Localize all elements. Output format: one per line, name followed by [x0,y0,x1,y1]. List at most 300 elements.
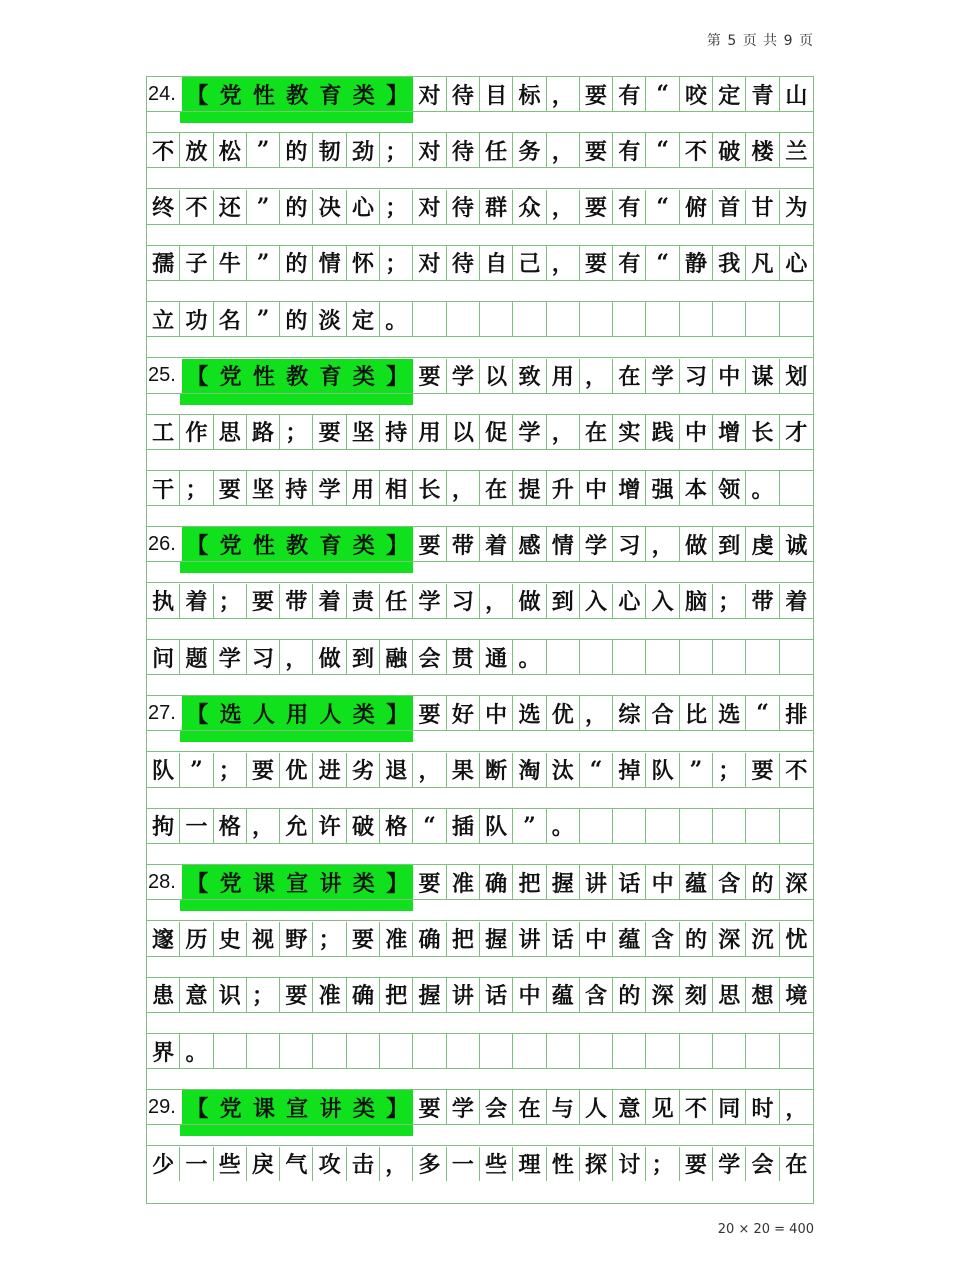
grid-cell: 视 [247,922,280,956]
grid-cell: 目 [480,77,513,111]
grid-cell: 牛 [214,246,247,280]
grid-row [147,359,813,393]
grid-cell: 升 [547,471,580,505]
grid-cell: 用 [413,415,446,449]
grid-cell: 自 [480,246,513,280]
grid-cell: 许 [314,809,347,843]
grid-cell: 掉 [613,753,646,787]
grid-cell: 队 [480,809,513,843]
category-tag-char: 】 [386,1095,409,1122]
category-tag-char: 【 [186,364,209,390]
grid-cell: 中 [713,359,746,393]
category-tag-char: 党 [219,532,242,559]
grid-cell: 性 [547,1147,580,1181]
grid-cell: 贯 [447,640,480,674]
grid-cell: 握 [413,978,446,1012]
category-tag-char: 党 [219,1095,242,1122]
grid-cell: 我 [713,246,746,280]
grid-cell: 不 [147,133,180,167]
grid-cell: 路 [247,415,280,449]
grid-cell: 待 [447,190,480,224]
grid-cell [780,640,813,674]
grid-cell: 责 [347,584,380,618]
grid-row [147,471,813,505]
grid-cell: 些 [480,1147,513,1181]
row-spacer [147,730,813,752]
grid-cell: 脑 [680,584,713,618]
grid-cell: 实 [613,415,646,449]
category-tag-char: 类 [352,82,375,109]
grid-cell: 功 [180,302,213,336]
grid-cell: ； [713,753,746,787]
grid-cell: 些 [214,1147,247,1181]
category-tag-char: 【 [186,82,209,109]
category-tag-char: 宣 [286,870,309,897]
grid-cell: 群 [480,190,513,224]
grid-cell: 深 [647,978,680,1012]
grid-cell: ； [380,246,413,280]
grid-cell: 学 [447,1090,480,1124]
grid-cell: 果 [447,753,480,787]
grid-cell: ” [180,753,213,787]
grid-cell: 践 [647,415,680,449]
grid-row [147,1090,813,1124]
category-tag-char: 性 [252,364,275,390]
grid-cell: 入 [647,584,680,618]
grid-cell: 入 [580,584,613,618]
grid-cell: 务 [513,133,546,167]
grid-cell: 怀 [347,246,380,280]
grid-cell: 不 [680,1090,713,1124]
category-tag-char: 教 [286,532,309,559]
grid-cell: “ [580,753,613,787]
grid-row [147,190,813,224]
category-tag-char: 类 [352,701,375,728]
category-tag-char: 【 [186,701,209,728]
grid-cell: ， [547,77,580,111]
grid-cell: 选 [513,696,546,730]
category-tag-char: 课 [252,870,275,897]
grid-cell: 学 [513,415,546,449]
grid-cell: “ [647,190,680,224]
grid-cell: 优 [547,696,580,730]
grid-cell: 首 [713,190,746,224]
grid-cell: 众 [513,190,546,224]
grid-cell: 忧 [785,927,808,953]
manuscript-grid [146,76,814,1204]
grid-cell: 选 [713,696,746,730]
grid-cell: 准 [314,978,347,1012]
grid-cell: 带 [280,584,313,618]
grid-cell: 历 [180,922,213,956]
grid-cell: ” [247,246,280,280]
grid-cell: ； [713,584,746,618]
grid-cell: 本 [680,471,713,505]
grid-cell: 深 [713,922,746,956]
grid-cell: 中 [680,415,713,449]
grid-cell: 一 [180,1147,213,1181]
grid-cell: 含 [647,922,680,956]
grid-cell: 以 [480,359,513,393]
grid-cell: 少 [147,1147,180,1181]
grid-cell: ； [314,922,347,956]
grid-cell: 击 [347,1147,380,1181]
grid-cell: 对 [413,77,446,111]
grid-cell: 对 [413,190,446,224]
grid-cell: 俯 [680,190,713,224]
grid-cell: 退 [380,753,413,787]
grid-cell: 排 [785,701,808,728]
grid-cell: 待 [447,133,480,167]
grid-cell: 要 [580,77,613,111]
grid-cell: 蕴 [680,865,713,899]
grid-cell [713,640,746,674]
grid-cell [680,809,713,843]
grid-cell [746,640,779,674]
grid-cell [413,302,446,336]
grid-cell: 队 [147,753,180,787]
grid-cell: 。 [380,302,413,336]
grid-cell: 蕴 [547,978,580,1012]
grid-cell: 虔 [746,527,779,561]
row-spacer [147,674,813,696]
grid-cell [613,809,646,843]
category-tag-char: 育 [319,82,342,109]
category-tag-char: 】 [386,532,409,559]
grid-cell: 劣 [347,753,380,787]
grid-cell: 心 [347,190,380,224]
grid-cell [746,302,779,336]
category-tag-char: 育 [319,532,342,559]
grid-cell: ， [480,584,513,618]
grid-cell [413,1034,446,1068]
grid-cell: 拘 [147,809,180,843]
grid-cell: 孺 [147,246,180,280]
category-tag-char: 【 [186,532,209,559]
grid-cell: 识 [214,978,247,1012]
grid-cell: 汰 [547,753,580,787]
row-spacer [147,956,813,978]
grid-cell: 对 [413,246,446,280]
grid-cell: 的 [613,978,646,1012]
row-spacer [147,618,813,640]
grid-cell: 会 [746,1147,779,1181]
grid-cell: 的 [280,190,313,224]
category-tag-char: 人 [252,701,275,728]
grid-cell: 气 [280,1147,313,1181]
grid-cell: “ [413,809,446,843]
grid-cell: 野 [280,922,313,956]
grid-cell: ” [513,809,546,843]
grid-cell: 破 [713,133,746,167]
grid-cell: 把 [447,922,480,956]
category-tag-char: 课 [252,1095,275,1122]
grid-cell [713,1034,746,1068]
grid-cell: 做 [680,527,713,561]
grid-cell: 会 [480,1090,513,1124]
grid-cell: 要 [580,246,613,280]
grid-cell: 综 [613,696,646,730]
grid-cell: 要 [247,753,280,787]
grid-cell: 的 [280,133,313,167]
grid-cell: 学 [580,527,613,561]
grid-cell: 领 [713,471,746,505]
grid-cell: ， [380,1147,413,1181]
grid-cell [780,809,813,843]
item-number: 25. [147,359,182,393]
grid-cell [580,1034,613,1068]
grid-cell: ； [180,471,213,505]
grid-cell: 比 [680,696,713,730]
grid-cell: 握 [547,865,580,899]
category-tag-char: 类 [352,1095,375,1122]
grid-cell: 中 [580,471,613,505]
grid-cell: 题 [180,640,213,674]
grid-cell: 到 [713,527,746,561]
grid-cell: 有 [613,246,646,280]
grid-cell: 的 [746,865,779,899]
grid-cell: ； [214,753,247,787]
grid-cell: ； [280,415,313,449]
grid-cell: 同 [713,1090,746,1124]
grid-cell [347,1034,380,1068]
grid-cell: 一 [180,809,213,843]
grid-cell: 终 [147,190,180,224]
grid-cell [613,1034,646,1068]
grid-cell [280,1034,313,1068]
grid-cell: 准 [380,922,413,956]
grid-cell: 带 [447,527,480,561]
grid-cell: 子 [180,246,213,280]
grid-row [147,978,813,1012]
grid-cell: 青 [746,77,779,111]
grid-cell [580,809,613,843]
grid-cell: 学 [314,471,347,505]
grid-cell [780,302,813,336]
grid-cell: 格 [380,809,413,843]
grid-cell: 要 [413,1090,446,1124]
category-tag-char: 教 [286,82,309,109]
grid-cell: ” [247,190,280,224]
grid-cell [680,1034,713,1068]
grid-cell: 为 [785,195,808,222]
category-tag-char: 类 [352,364,375,390]
grid-cell: 要 [413,527,446,561]
grid-cell [547,1034,580,1068]
grid-cell: 有 [613,133,646,167]
grid-cell: 融 [380,640,413,674]
grid-row [147,584,813,618]
grid-cell: 定 [347,302,380,336]
grid-cell: 。 [180,1034,213,1068]
grid-cell [746,1034,779,1068]
category-tag-char: 宣 [286,1095,309,1122]
grid-cell [447,302,480,336]
grid-cell [647,1034,680,1068]
grid-cell: 用 [347,471,380,505]
grid-cell: 要 [413,359,446,393]
grid-cell: 话 [613,865,646,899]
grid-cell: 一 [447,1147,480,1181]
grid-cell: 通 [480,640,513,674]
category-tag-char: 讲 [319,1095,342,1122]
grid-cell: 。 [746,471,779,505]
grid-cell: 韧 [314,133,347,167]
grid-cell: 人 [580,1090,613,1124]
grid-cell [680,302,713,336]
grid-cell: 松 [214,133,247,167]
category-tag-char: 选 [219,701,242,728]
grid-cell: 习 [680,359,713,393]
grid-cell: 要 [680,1147,713,1181]
grid-cell: 讲 [447,978,480,1012]
grid-cell: 楼 [746,133,779,167]
grid-cell: 把 [380,978,413,1012]
grid-cell: ； [647,1147,680,1181]
grid-cell [746,809,779,843]
row-spacer [147,843,813,865]
grid-cell: 在 [480,471,513,505]
category-tag-char: 党 [219,870,242,897]
grid-cell: 静 [680,246,713,280]
grid-cell: ， [247,809,280,843]
grid-cell: 淡 [314,302,347,336]
row-spacer [147,899,813,921]
grid-cell: ， [280,640,313,674]
grid-cell: ； [214,584,247,618]
grid-cell: 己 [513,246,546,280]
grid-cell: 插 [447,809,480,843]
grid-cell: 要 [314,415,347,449]
grid-cell: ” [680,753,713,787]
grid-cell [480,302,513,336]
grid-cell: 界 [147,1034,180,1068]
grid-cell: 作 [180,415,213,449]
grid-row [147,1034,813,1068]
row-spacer [147,1012,813,1034]
grid-cell: 任 [380,584,413,618]
grid-cell: 允 [280,809,313,843]
grid-cell: 干 [147,471,180,505]
category-tag-char: 讲 [319,870,342,897]
grid-cell: 不 [785,758,808,785]
grid-cell: 握 [480,922,513,956]
grid-cell: 定 [713,77,746,111]
grid-cell: 格 [214,809,247,843]
category-tag-char: 党 [219,364,242,390]
grid-cell: 话 [480,978,513,1012]
grid-cell: 以 [447,415,480,449]
grid-row [147,415,813,449]
category-tag-char: 类 [352,532,375,559]
grid-cell: 长 [413,471,446,505]
row-spacer [147,336,813,358]
grid-cell: 持 [280,471,313,505]
grid-cell: 工 [147,415,180,449]
grid-cell [380,1034,413,1068]
grid-cell: ； [247,978,280,1012]
grid-cell: 提 [513,471,546,505]
grid-cell [613,302,646,336]
grid-cell: 含 [580,978,613,1012]
grid-cell: 要 [247,584,280,618]
grid-row [147,696,813,730]
grid-cell: 强 [647,471,680,505]
grid-row [147,246,813,280]
grid-cell: 会 [413,640,446,674]
grid-cell: 意 [613,1090,646,1124]
grid-cell: 执 [147,584,180,618]
grid-row [147,527,813,561]
grid-cell [513,1034,546,1068]
grid-cell: 蕴 [613,922,646,956]
grid-cell: 立 [147,302,180,336]
grid-cell [547,302,580,336]
row-spacer [147,505,813,527]
grid-cell: 标 [513,77,546,111]
grid-cell: 放 [180,133,213,167]
grid-cell [580,640,613,674]
item-number: 29. [147,1090,182,1124]
grid-cell: 时 [746,1090,779,1124]
grid-cell: 戾 [247,1147,280,1181]
grid-cell: 用 [547,359,580,393]
grid-cell: 对 [413,133,446,167]
grid-cell [314,1034,347,1068]
grid-cell: 话 [547,922,580,956]
grid-row [147,753,813,787]
grid-cell: 队 [647,753,680,787]
grid-cell: 划 [785,364,808,390]
row-spacer [147,1124,813,1146]
grid-cell [447,1034,480,1068]
grid-cell: 增 [613,471,646,505]
grid-cell [647,809,680,843]
grid-cell: 意 [180,978,213,1012]
page-indicator: 第 5 页 共 9 页 [706,33,814,49]
grid-cell: 的 [280,246,313,280]
grid-cell: 不 [680,133,713,167]
grid-cell: 习 [247,640,280,674]
grid-cell [780,471,813,505]
grid-cell: 不 [180,190,213,224]
grid-cell: 见 [647,1090,680,1124]
grid-cell: 想 [746,978,779,1012]
grid-cell [780,1034,813,1068]
grid-cell: 史 [214,922,247,956]
grid-cell: 学 [214,640,247,674]
row-spacer [147,787,813,809]
grid-cell: 中 [513,978,546,1012]
category-tag-char: 人 [319,701,342,728]
grid-row [147,133,813,167]
grid-cell: ， [785,1095,808,1122]
grid-cell: 才 [785,420,808,447]
grid-cell: 持 [380,415,413,449]
grid-cell: 心 [785,251,808,278]
grid-cell [647,640,680,674]
grid-cell: 习 [447,584,480,618]
grid-count-label: 20 × 20 = 400 [717,1222,814,1237]
grid-cell: 思 [214,415,247,449]
grid-cell: 讲 [513,922,546,956]
grid-cell: 要 [347,922,380,956]
grid-cell: 在 [513,1090,546,1124]
grid-cell: 的 [280,302,313,336]
grid-cell: “ [647,77,680,111]
grid-cell: ” [247,133,280,167]
grid-cell: 含 [713,865,746,899]
